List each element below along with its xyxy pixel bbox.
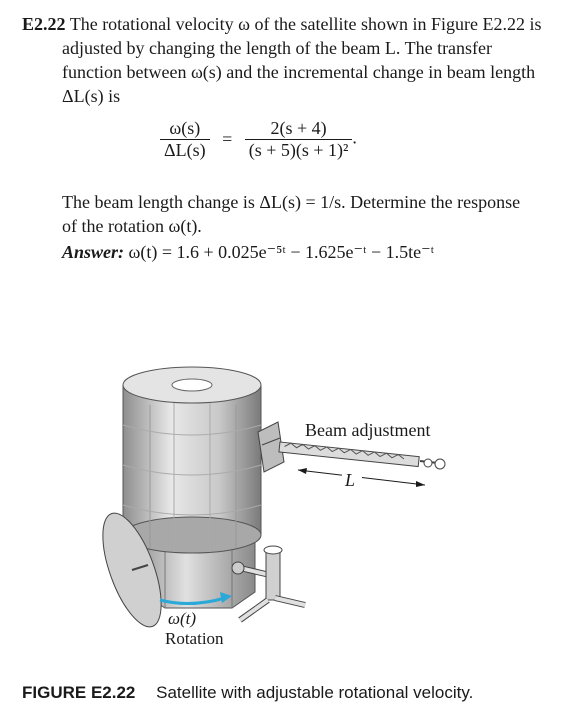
eq-rhs-numerator: 2(s + 4) — [270, 118, 327, 138]
omega-label: ω(t) — [168, 609, 197, 628]
answer-text: ω(t) = 1.6 + 0.025e⁻⁵ᵗ − 1.625e⁻ᵗ − 1.5te⁻ᵗ — [128, 242, 435, 262]
eq-equals-sign: = — [222, 129, 233, 149]
adjustable-beam — [279, 442, 445, 469]
figure-caption — [22, 683, 473, 703]
answer-line — [62, 242, 434, 263]
satellite-figure — [0, 330, 578, 670]
problem-number: E2.22 — [22, 14, 66, 34]
length-label: L — [345, 470, 356, 490]
transfer-function-equation — [160, 118, 357, 161]
problem-paragraph-2: The beam length change is ΔL(s) = 1/s. Determine the response of the rotation ω(t). — [62, 192, 521, 236]
eq-period: . — [352, 127, 357, 148]
eq-rhs-denominator: (s + 5)(s + 1)² — [245, 139, 353, 161]
caption-label: FIGURE E2.22 — [22, 683, 136, 702]
answer-label: Answer: — [62, 242, 125, 262]
caption-text: Satellite with adjustable rotational velocity. — [156, 683, 474, 702]
eq-lhs-numerator: ω(s) — [169, 118, 201, 138]
beam-adjustment-label: Beam adjustment — [305, 420, 431, 440]
rotation-label: Rotation — [165, 629, 224, 648]
eq-lhs-denominator: ΔL(s) — [160, 139, 210, 161]
problem-paragraph-1: The rotational velocity ω of the satellite shown in Figure E2.22 is adjusted by changing the length of the beam L. The transfer function between ω(s) and the incremental change in beam length ΔL(s) is — [62, 14, 542, 106]
satellite-drum — [123, 367, 261, 553]
problem-text — [22, 12, 542, 108]
